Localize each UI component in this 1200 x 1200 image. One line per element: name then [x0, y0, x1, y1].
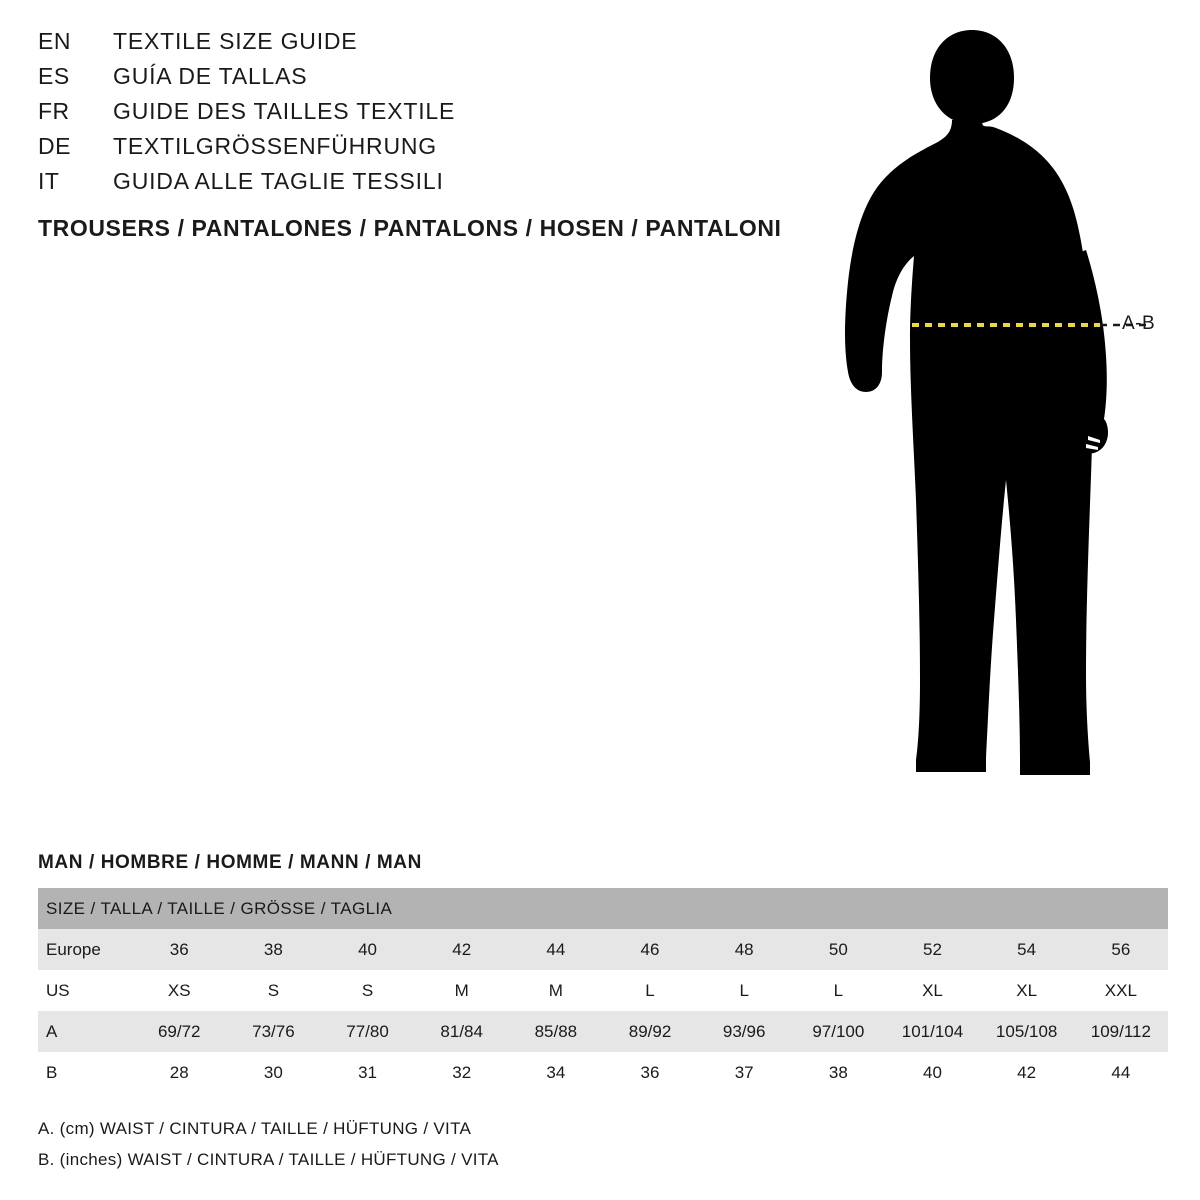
language-title: GUIDA ALLE TAGLIE TESSILI [113, 168, 444, 194]
table-cell: 52 [885, 929, 979, 970]
language-code: ES [38, 63, 70, 89]
table-cell: 54 [980, 929, 1074, 970]
size-chart-table [38, 888, 1168, 1093]
language-title: GUÍA DE TALLAS [113, 63, 308, 89]
table-cell: 48 [697, 929, 791, 970]
table-cell: 97/100 [791, 1011, 885, 1052]
man-silhouette-icon [800, 20, 1200, 810]
table-cell: 81/84 [415, 1011, 509, 1052]
table-cell: 93/96 [697, 1011, 791, 1052]
table-cell: 31 [320, 1052, 414, 1093]
table-cell: S [226, 970, 320, 1011]
table-cell: 109/112 [1074, 1011, 1168, 1052]
row-label: Europe [38, 929, 132, 970]
table-row [38, 970, 1168, 1011]
table-row [38, 1011, 1168, 1052]
table-row [38, 929, 1168, 970]
language-code: IT [38, 168, 60, 194]
footnotes [38, 1119, 1168, 1170]
table-cell: XL [885, 970, 979, 1011]
language-row [38, 133, 798, 168]
table-cell: 36 [132, 929, 226, 970]
table-cell: 40 [885, 1052, 979, 1093]
gender-label: MAN / HOMBRE / HOMME / MANN / MAN [38, 852, 422, 873]
language-header [38, 28, 798, 242]
table-cell: L [697, 970, 791, 1011]
table-cell: 85/88 [509, 1011, 603, 1052]
table-cell: L [603, 970, 697, 1011]
table-cell: 34 [509, 1052, 603, 1093]
table-row [38, 1052, 1168, 1093]
garment-type-title: TROUSERS / PANTALONES / PANTALONS / HOSEN / PANTALONI [38, 215, 782, 241]
table-cell: 42 [980, 1052, 1074, 1093]
table-cell: M [509, 970, 603, 1011]
language-code: FR [38, 98, 70, 124]
table-header-title: SIZE / TALLA / TAILLE / GRÖSSE / TAGLIA [38, 888, 1168, 929]
language-row [38, 168, 798, 203]
language-title: GUIDE DES TAILLES TEXTILE [113, 98, 456, 124]
language-title: TEXTILE SIZE GUIDE [113, 28, 358, 54]
table-cell: 44 [1074, 1052, 1168, 1093]
language-row [38, 98, 798, 133]
row-label: B [38, 1052, 132, 1093]
table-cell: XL [980, 970, 1074, 1011]
table-cell: 28 [132, 1052, 226, 1093]
table-cell: 46 [603, 929, 697, 970]
language-row [38, 28, 798, 63]
table-cell: 36 [603, 1052, 697, 1093]
language-row [38, 63, 798, 98]
table-cell: 38 [226, 929, 320, 970]
table-cell: 42 [415, 929, 509, 970]
table-cell: L [791, 970, 885, 1011]
measurement-label-ab: A-B [1122, 313, 1156, 334]
table-cell: 105/108 [980, 1011, 1074, 1052]
table-cell: 38 [791, 1052, 885, 1093]
table-cell: 73/76 [226, 1011, 320, 1052]
table-cell: 40 [320, 929, 414, 970]
table-cell: M [415, 970, 509, 1011]
row-label: A [38, 1011, 132, 1052]
table-cell: 50 [791, 929, 885, 970]
table-header-row [38, 888, 1168, 929]
figure-illustration [800, 20, 1200, 810]
language-code: EN [38, 28, 71, 54]
table-cell: S [320, 970, 414, 1011]
row-label: US [38, 970, 132, 1011]
table-cell: 77/80 [320, 1011, 414, 1052]
table-cell: 44 [509, 929, 603, 970]
table-cell: 32 [415, 1052, 509, 1093]
table-cell: 69/72 [132, 1011, 226, 1052]
footnote-b: B. (inches) WAIST / CINTURA / TAILLE / HÜFTUNG / VITA [38, 1150, 499, 1169]
language-title: TEXTILGRÖSSENFÜHRUNG [113, 133, 437, 159]
table-cell: 89/92 [603, 1011, 697, 1052]
table-cell: 56 [1074, 929, 1168, 970]
table-cell: 37 [697, 1052, 791, 1093]
table-cell: 30 [226, 1052, 320, 1093]
language-code: DE [38, 133, 71, 159]
table-cell: XS [132, 970, 226, 1011]
size-table-section [38, 852, 1168, 1181]
table-cell: 101/104 [885, 1011, 979, 1052]
footnote-a: A. (cm) WAIST / CINTURA / TAILLE / HÜFTUNG / VITA [38, 1119, 472, 1138]
table-cell: XXL [1074, 970, 1168, 1011]
